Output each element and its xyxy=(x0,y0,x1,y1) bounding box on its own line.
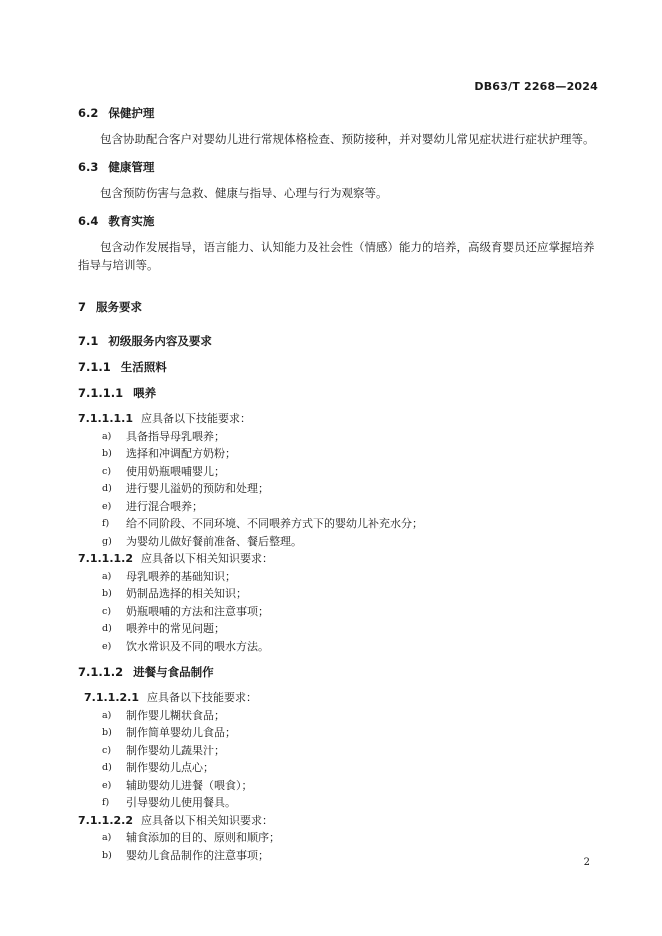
clause xyxy=(78,410,602,428)
list-item xyxy=(78,724,602,742)
section-heading xyxy=(78,104,602,122)
clause xyxy=(78,550,602,568)
list-item-text: 选择和冲调配方奶粉； xyxy=(126,447,236,460)
list-item-text: 奶制品选择的相关知识； xyxy=(126,587,247,600)
list-marker: g) xyxy=(102,535,112,547)
list-item-text: 引导婴幼儿使用餐具。 xyxy=(126,796,236,809)
section-number: 7.1 xyxy=(78,334,99,348)
list-item xyxy=(78,515,602,533)
paragraph: 包含动作发展指导，语言能力、认知能力及社会性（情感）能力的培养，高级育婴员还应掌握培养指导与培训等。 xyxy=(78,240,595,272)
list-marker: b) xyxy=(102,849,112,861)
section-title: 喂养 xyxy=(133,386,157,400)
list-item xyxy=(78,742,602,760)
list-item-text: 具备指导母乳喂养； xyxy=(126,429,225,443)
list-marker: e) xyxy=(102,500,112,512)
list-marker: b) xyxy=(102,448,112,459)
list-item xyxy=(78,428,602,446)
section-heading xyxy=(78,332,602,350)
page-number: 2 xyxy=(583,857,590,868)
list-item xyxy=(78,480,602,498)
list-item-text: 为婴幼儿做好餐前准备、餐后整理。 xyxy=(126,534,302,548)
list-item-text: 喂养中的常见问题； xyxy=(126,622,225,635)
list-marker: a) xyxy=(102,430,112,442)
requirement-list xyxy=(78,707,602,812)
list-marker: e) xyxy=(102,640,112,652)
list-item-text: 婴幼儿食品制作的注意事项； xyxy=(126,848,269,862)
clause-text: 应具备以下相关知识要求： xyxy=(140,813,273,827)
list-item xyxy=(78,794,602,812)
list-marker: c) xyxy=(102,605,112,617)
clause-text: 应具备以下技能要求： xyxy=(146,691,257,704)
list-item-text: 辅食添加的目的、原则和顺序； xyxy=(126,831,280,844)
list-item xyxy=(78,568,602,586)
list-marker: a) xyxy=(102,570,112,582)
requirement-list xyxy=(78,829,602,864)
list-item-text: 进行婴儿溢奶的预防和处理； xyxy=(126,482,269,495)
clause-number: 7.1.1.1.2 xyxy=(78,552,133,565)
list-item xyxy=(78,463,602,481)
section-title: 服务要求 xyxy=(96,300,143,314)
section-number: 6.4 xyxy=(78,214,99,228)
clause-text: 应具备以下相关知识要求： xyxy=(140,552,273,565)
paragraph: 包含协助配合客户对婴幼儿进行常规体格检查、预防接种，并对婴幼儿常见症状进行症状护理等。 xyxy=(100,132,595,146)
section-heading xyxy=(78,212,602,230)
list-marker: b) xyxy=(102,727,112,738)
document-code: DB63/T 2268—2024 xyxy=(474,80,598,93)
chapter-heading xyxy=(78,298,602,316)
list-marker: b) xyxy=(102,588,112,599)
list-item xyxy=(78,445,602,463)
list-marker: c) xyxy=(102,744,112,756)
list-marker: f) xyxy=(102,518,110,529)
section-number: 6.2 xyxy=(78,106,99,120)
list-item xyxy=(78,620,602,638)
paragraph: 包含预防伤害与急救、健康与指导、心理与行为观察等。 xyxy=(100,186,388,200)
section-number: 7 xyxy=(78,300,87,314)
list-item xyxy=(78,829,602,847)
section-title: 保健护理 xyxy=(108,106,155,120)
list-marker: d) xyxy=(102,483,112,494)
list-item-text: 饮水常识及不同的喂水方法。 xyxy=(126,639,269,653)
list-marker: a) xyxy=(102,709,112,721)
document-body xyxy=(78,104,602,864)
list-item xyxy=(78,585,602,603)
list-item xyxy=(78,533,602,551)
list-item xyxy=(78,847,602,865)
clause xyxy=(78,812,602,830)
list-item xyxy=(78,498,602,516)
list-item xyxy=(78,707,602,725)
clause-number: 7.1.1.1.1 xyxy=(78,412,133,425)
section-title: 进餐与食品制作 xyxy=(133,665,214,679)
clause-number: 7.1.1.2.1 xyxy=(84,691,139,704)
clause xyxy=(78,689,602,707)
list-item-text: 给不同阶段、不同环境、不同喂养方式下的婴幼儿补充水分； xyxy=(126,517,423,530)
section-heading xyxy=(78,384,602,402)
list-item-text: 制作婴儿糊状食品； xyxy=(126,708,225,722)
list-marker: d) xyxy=(102,762,112,773)
section-number: 6.3 xyxy=(78,160,99,174)
list-marker: d) xyxy=(102,623,112,634)
list-item-text: 制作婴幼儿蔬果汁； xyxy=(126,743,225,757)
list-item xyxy=(78,777,602,795)
requirement-list xyxy=(78,568,602,656)
clause-number: 7.1.1.2.2 xyxy=(78,813,133,827)
list-item-text: 辅助婴幼儿进餐（喂食）； xyxy=(126,778,253,792)
section-number: 7.1.1.2 xyxy=(78,665,124,679)
list-item xyxy=(78,603,602,621)
clause-text: 应具备以下技能要求： xyxy=(140,412,251,425)
section-title: 健康管理 xyxy=(108,160,155,174)
section-number: 7.1.1.1 xyxy=(78,386,124,400)
requirement-list xyxy=(78,428,602,551)
section-title: 教育实施 xyxy=(108,214,155,228)
list-item-text: 制作婴幼儿点心； xyxy=(126,761,214,774)
list-marker: e) xyxy=(102,779,112,791)
section-heading xyxy=(78,158,602,176)
list-item-text: 使用奶瓶喂哺婴儿； xyxy=(126,464,225,478)
section-title: 初级服务内容及要求 xyxy=(108,334,212,348)
list-item xyxy=(78,759,602,777)
list-item xyxy=(78,638,602,656)
list-marker: c) xyxy=(102,465,112,477)
list-item-text: 母乳喂养的基础知识； xyxy=(126,569,236,583)
list-item-text: 制作简单婴幼儿食品； xyxy=(126,726,236,739)
section-number: 7.1.1 xyxy=(78,360,111,374)
list-item-text: 奶瓶喂哺的方法和注意事项； xyxy=(126,604,269,618)
list-marker: a) xyxy=(102,832,112,843)
section-heading xyxy=(78,663,602,681)
list-item-text: 进行混合喂养； xyxy=(126,499,203,513)
section-title: 生活照料 xyxy=(120,360,167,374)
list-marker: f) xyxy=(102,797,110,808)
section-heading xyxy=(78,358,602,376)
